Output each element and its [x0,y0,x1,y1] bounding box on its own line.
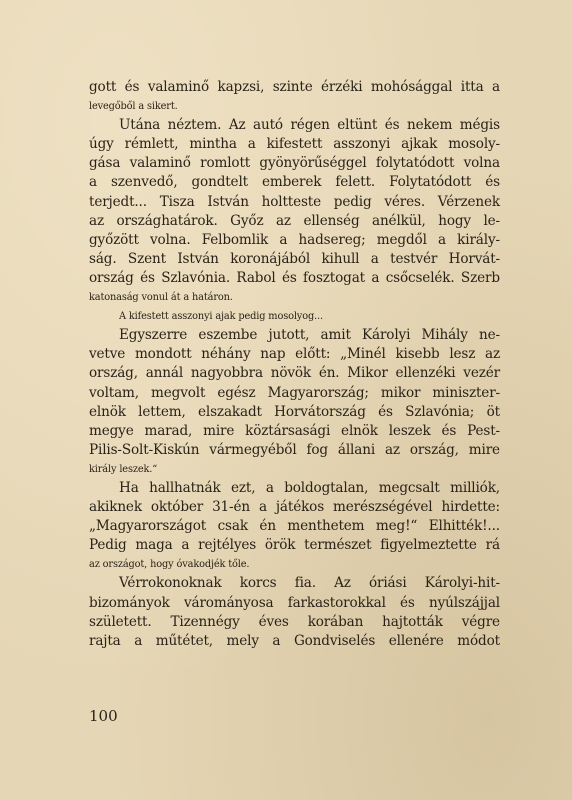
text-line: gott és valaminő kapzsi, szinte érzéki mohósággal itta a [89,79,500,95]
text-line: elnök lettem, elszakadt Horvátország és Szlavónia; öt [89,403,500,420]
text-line: győzött volna. Felbomlik a hadsereg; megdől a király- [89,231,500,248]
text-line: megye marad, mire köztársasági elnök leszek és Pest- [89,422,500,439]
text-line: Vérrokonoknak korcs fia. Az óriási Károlyi-hit- [119,575,500,592]
body-text [89,78,500,651]
text-line: terjedt... Tisza István holtteste pedig véres. Vérzenek [89,193,500,210]
text-line: vetve mondott néhány nap előtt: „Minél kisebb lesz az [89,346,500,363]
text-line: Ha hallhatnák ezt, a boldogtalan, megcsalt milliók, [119,479,500,496]
text-line: bizományok várományosa farkastorokkal és nyúlszájjal [89,594,500,611]
text-line: az országhatárok. Győz az ellenség anélkül, hogy le- [89,212,500,229]
text-line: Egyszerre eszembe jutott, amit Károlyi Mihály ne- [119,327,500,344]
text-line: király leszek.“ [89,463,158,475]
text-line: Utána néztem. Az autó régen eltünt és nekem mégis [119,117,500,134]
page-number: 100 [89,707,118,725]
text-line: Pedig maga a rejtélyes örök természet figyelmeztette rá [89,537,500,554]
text-line: katonaság vonul át a határon. [89,292,233,304]
text-line: ország és Szlavónia. Rabol és fosztogat a csőcselék. Szerb [89,269,500,286]
text-line: „Magyarországot csak én menthetem meg!“ Elhitték!... [89,518,500,535]
text-line: akiknek október 31-én a játékos merészségével hirdette: [89,499,500,516]
text-line: Pilis-Solt-Kiskún vármegyéből fog állani az ország, mire [89,441,500,458]
text-line: ság. Szent István koronájából kihull a testvér Horvát- [89,250,500,267]
text-line: ország, annál nagyobbra növök én. Mikor ellenzéki vezér [89,365,500,382]
text-line: voltam, megvolt egész Magyarország; mikor miniszter- [89,384,500,401]
text-line: A kifestett asszonyi ajak pedig mosolyog... [119,311,323,323]
text-line: úgy rémlett, mintha a kifestett asszonyi ajkak mosoly- [89,136,500,153]
text-line: levegőből a sikert. [89,101,178,113]
text-line: a szenvedő, gondtelt emberek felett. Folytatódott és [89,174,500,191]
text-line: született. Tizennégy éves korában hajtották végre [89,613,500,630]
text-line: az országot, hogy óvakodjék tőle. [89,559,250,571]
text-line: rajta a műtétet, mely a Gondviselés ellenére módot [89,632,500,649]
text-line: gása valaminő romlott gyönyörűséggel folytatódott volna [89,155,500,172]
